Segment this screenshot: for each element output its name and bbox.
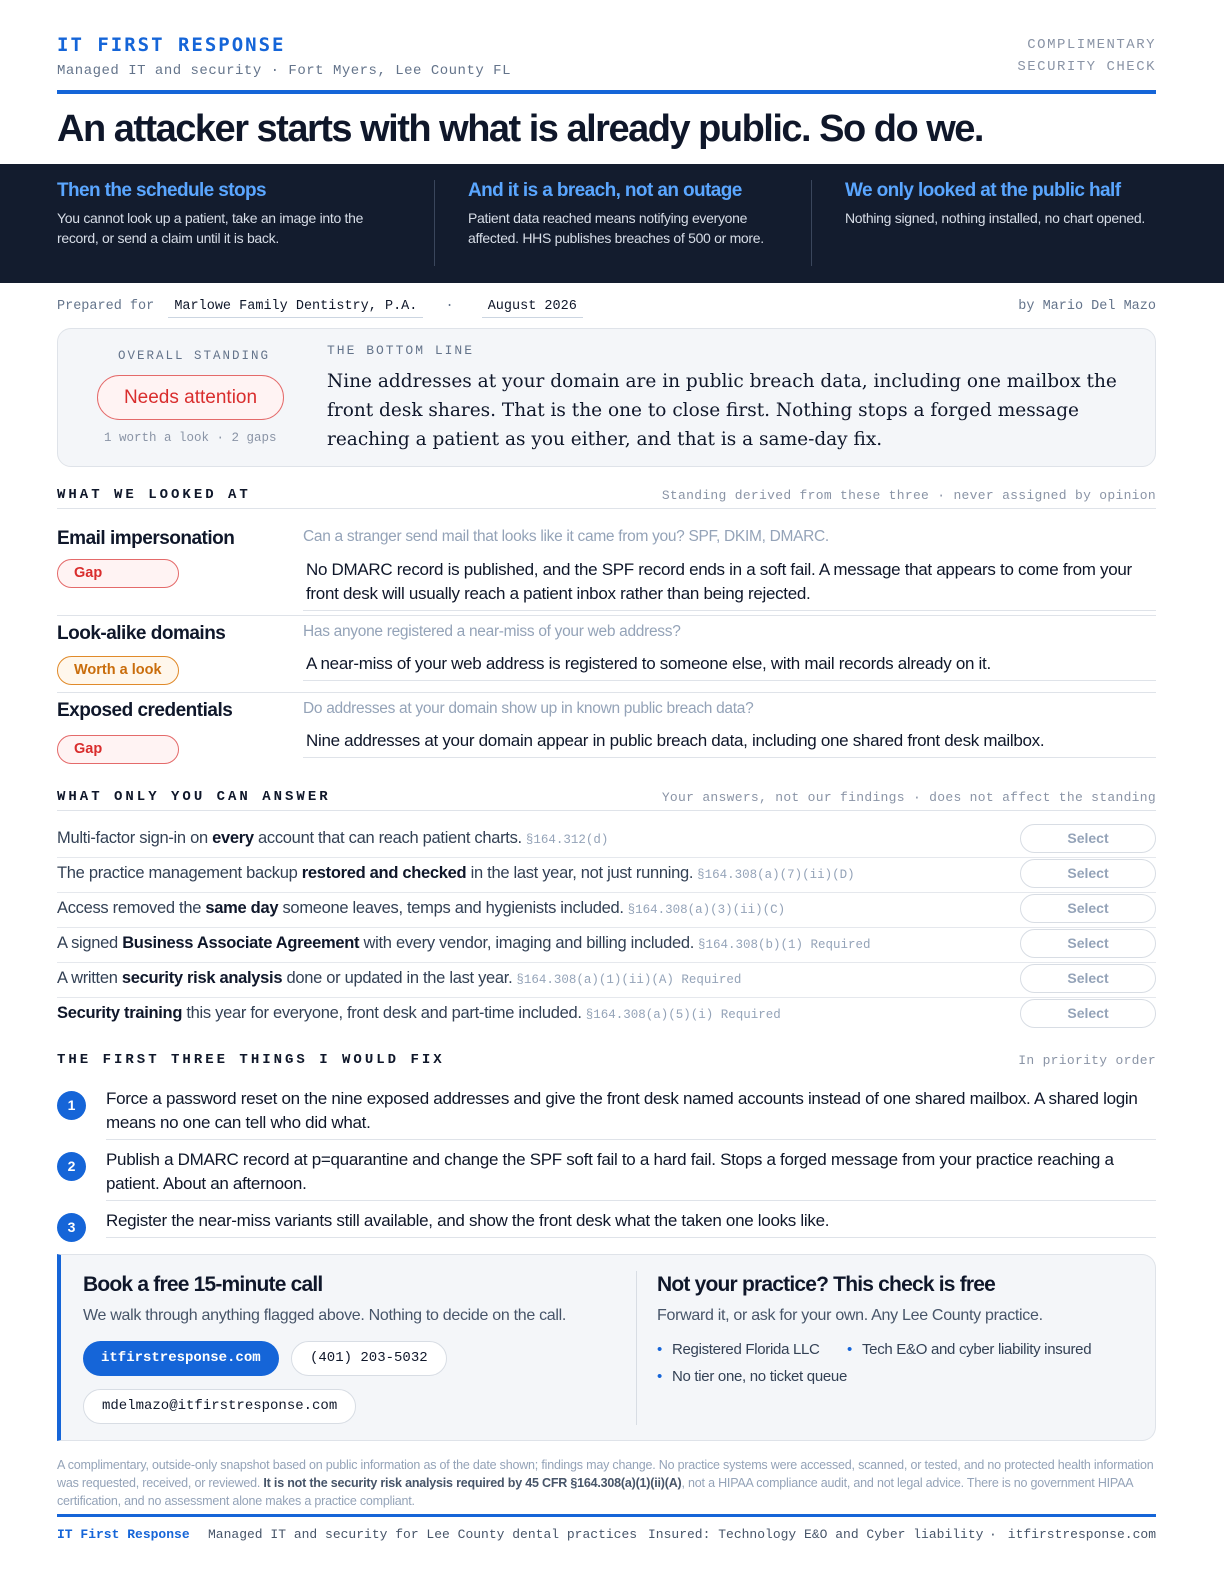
standing-badge: Needs attention — [97, 375, 284, 420]
check-question: Do addresses at your domain show up in known public breach data? — [303, 700, 754, 717]
answer-row — [57, 963, 1156, 998]
fix-text: Publish a DMARC record at p=quarantine and change the SPF soft fail to a hard fail. Stops a forged message from your practice reaching a patient. About an afternoon. — [106, 1148, 1156, 1201]
book-call-title: Book a free 15-minute call — [83, 1273, 323, 1296]
answer-row — [57, 998, 1156, 1033]
footer-brand: IT First Response — [57, 1527, 190, 1542]
band-text: You cannot look up a patient, take an image into the record, or send a claim until it is back. — [57, 210, 364, 246]
brand-subtitle: Managed IT and security · Fort Myers, Lee County FL — [57, 63, 511, 79]
prepared-label: Prepared for — [57, 299, 155, 314]
section-header-looked — [57, 487, 1156, 509]
credential-item: • Registered Florida LLC — [657, 1341, 820, 1358]
standing-note: 1 worth a look · 2 gaps — [104, 431, 277, 445]
regulation-citation: §164.308(a)(7)(ii)(D) — [697, 868, 855, 882]
book-call-subtitle: We walk through anything flagged above. Nothing to decide on the call. — [83, 1307, 567, 1324]
answer-select[interactable]: Select — [1020, 964, 1156, 993]
status-badge: Gap — [57, 559, 179, 588]
answer-select[interactable]: Select — [1020, 929, 1156, 958]
standing-label: OVERALL STANDING — [118, 349, 271, 363]
page-title: An attacker starts with what is already public. So do we. — [57, 108, 983, 150]
separator-dot: · — [445, 299, 454, 314]
regulation-citation: §164.312(d) — [525, 833, 609, 847]
phone-button[interactable]: (401) 203-5032 — [291, 1341, 447, 1376]
answer-question: Access removed the same day someone leaves, temps and hygienists included. §164.308(a)(3)(ii)(C) — [57, 899, 786, 917]
answer-row — [57, 893, 1156, 928]
document-type-line1: COMPLIMENTARY — [1027, 37, 1156, 53]
header-rule — [57, 90, 1156, 94]
answer-question: The practice management backup restored and checked in the last year, not just running. §164.308(a)(7)(ii)(D) — [57, 864, 855, 882]
answer-row — [57, 858, 1156, 893]
band-column-breach — [468, 180, 788, 248]
priority-number: 2 — [57, 1152, 86, 1181]
bottom-line-text: Nine addresses at your domain are in public breach data, including one mailbox the front desk shares. That is the one to close first. Nothing stops a forged message reaching a patient as you either, and that is a same-day fix. — [327, 371, 1117, 450]
credential-item: • Tech E&O and cyber liability insured — [847, 1341, 1091, 1358]
answer-row — [57, 928, 1156, 963]
free-check-title: Not your practice? This check is free — [657, 1273, 996, 1296]
band-text: Patient data reached means notifying everyone affected. HHS publishes breaches of 500 or more. — [468, 210, 764, 246]
section-header-fixes — [57, 1052, 1156, 1074]
section-note: Standing derived from these three · never assigned by opinion — [661, 488, 1156, 503]
band-divider — [434, 180, 435, 266]
document-type — [1017, 34, 1156, 78]
band-divider — [811, 180, 812, 266]
status-badge: Worth a look — [57, 656, 179, 685]
answer-select[interactable]: Select — [1020, 894, 1156, 923]
section-header-answers — [57, 789, 1156, 811]
document-type-line2: SECURITY CHECK — [1017, 59, 1156, 75]
check-question: Can a stranger send mail that looks like it came from you? SPF, DKIM, DMARC. — [303, 528, 829, 545]
section-title: THE FIRST THREE THINGS I WOULD FIX — [57, 1052, 445, 1068]
regulation-citation: §164.308(b)(1) Required — [698, 938, 871, 952]
answer-question: A signed Business Associate Agreement with every vendor, imaging and billing included. §164.308(b)(1) Required — [57, 934, 871, 952]
context-band — [0, 164, 1224, 283]
brand-name: IT FIRST RESPONSE — [57, 34, 286, 56]
answer-select[interactable]: Select — [1020, 859, 1156, 888]
answer-question: Security training this year for everyone, front desk and part-time included. §164.308(a)(5)(i) Required — [57, 1004, 781, 1022]
section-note: Your answers, not our findings · does not affect the standing — [661, 790, 1156, 805]
check-name: Email impersonation — [57, 528, 235, 549]
section-title: WHAT ONLY YOU CAN ANSWER — [57, 789, 331, 805]
footer-insured: Insured: Technology E&O and Cyber liability — [648, 1527, 984, 1542]
section-note: In priority order — [1018, 1053, 1156, 1068]
fix-text: Force a password reset on the nine exposed addresses and give the front desk named accounts instead of one shared mailbox. A shared login means no one can tell who did what. — [106, 1087, 1156, 1140]
status-badge: Gap — [57, 735, 179, 764]
band-column-schedule — [57, 180, 407, 248]
answer-question: A written security risk analysis done or updated in the last year. §164.308(a)(1)(ii)(A) Required — [57, 969, 742, 987]
footer-tagline: Managed IT and security for Lee County dental practices — [208, 1527, 638, 1542]
prepared-for-row — [57, 299, 583, 314]
regulation-citation: §164.308(a)(1)(ii)(A) Required — [516, 973, 742, 987]
priority-number: 3 — [57, 1213, 86, 1242]
check-finding: No DMARC record is published, and the SPF record ends in a soft fail. A message that appears to come from your front desk will usually reach a patient inbox rather than being rejected. — [303, 558, 1156, 611]
check-finding: Nine addresses at your domain appear in public breach data, including one shared front desk mailbox. — [303, 729, 1156, 758]
regulation-citation: §164.308(a)(3)(ii)(C) — [627, 903, 786, 917]
priority-number: 1 — [57, 1091, 86, 1120]
band-title: And it is a breach, not an outage — [468, 180, 742, 201]
answer-row — [57, 823, 1156, 858]
author-byline: by Mario Del Mazo — [1018, 299, 1156, 314]
section-title: WHAT WE LOOKED AT — [57, 487, 251, 503]
band-title: Then the schedule stops — [57, 180, 266, 201]
band-title: We only looked at the public half — [845, 180, 1121, 201]
band-column-public — [845, 180, 1145, 228]
answer-question: Multi-factor sign-in on every account that can reach patient charts. §164.312(d) — [57, 829, 609, 847]
check-finding: A near-miss of your web address is registered to someone else, with mail records already on it. — [303, 652, 1156, 681]
answer-select[interactable]: Select — [1020, 999, 1156, 1028]
cta-divider — [636, 1271, 637, 1425]
report-date: August 2026 — [482, 299, 583, 318]
credential-item: • No tier one, no ticket queue — [657, 1368, 847, 1385]
call-to-action-card — [57, 1254, 1156, 1441]
divider — [57, 692, 1156, 693]
divider — [57, 615, 1156, 616]
fix-text: Register the near-miss variants still available, and show the front desk what the taken one looks like. — [106, 1209, 1156, 1238]
check-name: Exposed credentials — [57, 700, 233, 721]
footer-website-link[interactable]: itfirstresponse.com — [1007, 1527, 1156, 1542]
free-check-subtitle: Forward it, or ask for your own. Any Lee County practice. — [657, 1307, 1043, 1324]
summary-card — [57, 328, 1156, 467]
check-question: Has anyone registered a near-miss of your web address? — [303, 623, 681, 640]
answer-select[interactable]: Select — [1020, 824, 1156, 853]
email-button[interactable]: mdelmazo@itfirstresponse.com — [83, 1389, 356, 1424]
footer-dot: · — [989, 1527, 997, 1542]
check-name: Look-alike domains — [57, 623, 226, 644]
website-button[interactable]: itfirstresponse.com — [83, 1341, 279, 1376]
band-text: Nothing signed, nothing installed, no chart opened. — [845, 210, 1145, 226]
footer-rule — [57, 1514, 1156, 1517]
regulation-citation: §164.308(a)(5)(i) Required — [585, 1008, 781, 1022]
client-name: Marlowe Family Dentistry, P.A. — [168, 299, 423, 318]
legal-disclaimer: A complimentary, outside-only snapshot based on public information as of the date shown; findings may change. No practice systems were accessed, scanned, or tested, and no protected health information was requested, received, or reviewed. It is not the security risk analysis required by 45 CFR §164.308(a)(1)(ii)(A), not a HIPAA compliance audit, and not legal advice. There is no government HIPAA certification, and no assessment alone makes a practice compliant. — [57, 1458, 1154, 1508]
bottom-line-label: THE BOTTOM LINE — [327, 343, 475, 358]
